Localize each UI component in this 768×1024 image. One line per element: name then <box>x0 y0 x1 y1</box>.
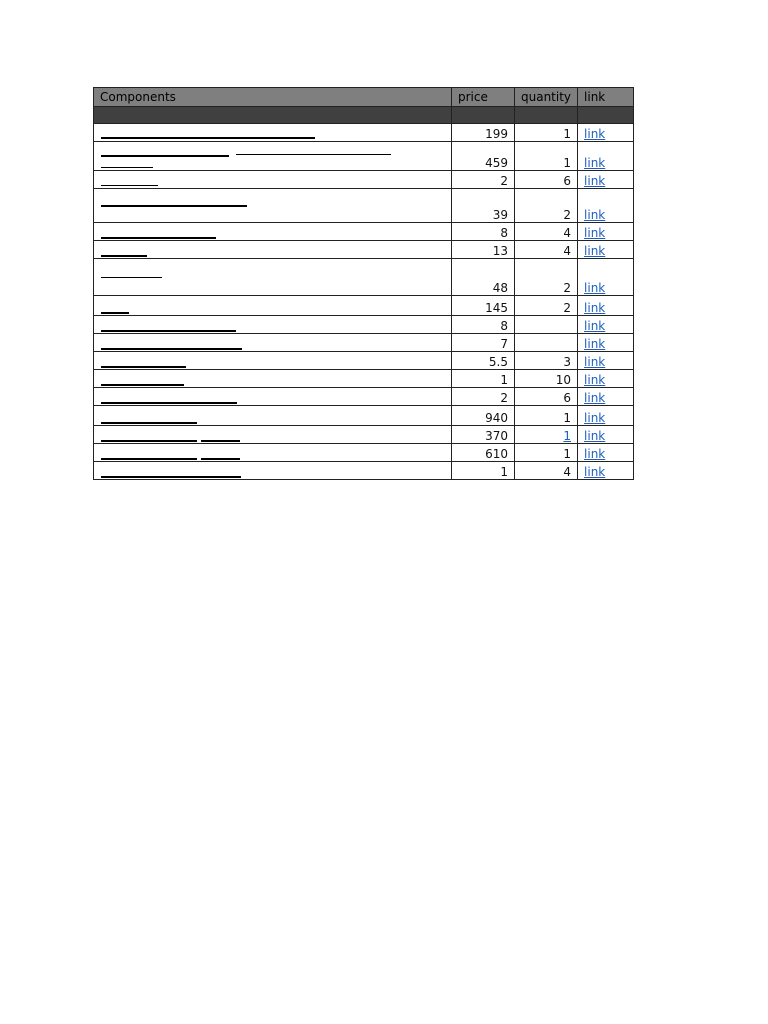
redaction-bar <box>101 205 247 207</box>
component-link[interactable]: link <box>584 208 606 222</box>
component-name-redacted <box>94 334 452 352</box>
table-row <box>94 241 634 259</box>
component-link[interactable]: link <box>584 156 606 170</box>
quantity-cell: 1 <box>515 124 578 142</box>
price-cell: 610 <box>452 444 515 462</box>
redaction-bar <box>101 348 242 350</box>
component-link[interactable]: link <box>584 391 606 405</box>
table-row <box>94 259 634 296</box>
component-name-redacted <box>94 142 452 171</box>
price-cell: 5.5 <box>452 352 515 370</box>
quantity-cell: 2 <box>515 296 578 316</box>
quantity-cell <box>515 426 578 444</box>
redaction-bar <box>101 330 236 332</box>
component-name-redacted <box>94 370 452 388</box>
quantity-cell: 6 <box>515 171 578 189</box>
table-row <box>94 296 634 316</box>
component-name-redacted <box>94 444 452 462</box>
component-link[interactable]: link <box>584 411 606 425</box>
redaction-bar <box>101 237 216 239</box>
table-row <box>94 426 634 444</box>
component-name-redacted <box>94 316 452 334</box>
price-cell: 2 <box>452 388 515 406</box>
component-link[interactable]: link <box>584 174 606 188</box>
component-name-redacted <box>94 223 452 241</box>
component-name-redacted <box>94 388 452 406</box>
component-name-redacted <box>94 259 452 296</box>
component-name-redacted <box>94 189 452 223</box>
quantity-cell: 4 <box>515 223 578 241</box>
component-link[interactable]: link <box>584 244 606 258</box>
component-link[interactable]: link <box>584 373 606 387</box>
component-link[interactable]: link <box>584 319 606 333</box>
component-name-redacted <box>94 406 452 426</box>
quantity-cell: 2 <box>515 259 578 296</box>
price-cell: 39 <box>452 189 515 223</box>
redaction-bar <box>101 185 158 186</box>
section-band-row <box>94 107 634 124</box>
component-name-redacted <box>94 352 452 370</box>
redaction-bar <box>201 458 240 460</box>
table-row <box>94 444 634 462</box>
redaction-bar <box>101 476 241 478</box>
redaction-bar <box>101 422 197 424</box>
price-cell: 145 <box>452 296 515 316</box>
price-cell: 8 <box>452 223 515 241</box>
redaction-bar <box>101 458 197 460</box>
price-cell: 48 <box>452 259 515 296</box>
component-name-redacted <box>94 171 452 189</box>
table-row <box>94 370 634 388</box>
price-cell: 13 <box>452 241 515 259</box>
price-cell: 1 <box>452 462 515 480</box>
component-link[interactable]: link <box>584 226 606 240</box>
component-link[interactable]: link <box>584 281 606 295</box>
redaction-bar <box>101 312 129 314</box>
header-link: link <box>578 88 634 107</box>
table-row <box>94 334 634 352</box>
quantity-cell: 4 <box>515 241 578 259</box>
redaction-bar <box>101 155 229 157</box>
redaction-bar <box>101 384 184 386</box>
quantity-cell: 4 <box>515 462 578 480</box>
component-name-redacted <box>94 124 452 142</box>
table-row <box>94 462 634 480</box>
redaction-bar <box>236 154 391 155</box>
price-cell: 940 <box>452 406 515 426</box>
price-cell: 370 <box>452 426 515 444</box>
price-cell: 8 <box>452 316 515 334</box>
component-name-redacted <box>94 241 452 259</box>
price-cell: 199 <box>452 124 515 142</box>
header-components: Components <box>94 88 452 107</box>
redaction-bar <box>101 137 315 139</box>
header-row <box>94 88 634 107</box>
quantity-cell <box>515 316 578 334</box>
quantity-cell: 6 <box>515 388 578 406</box>
table-row <box>94 388 634 406</box>
component-link[interactable]: link <box>584 447 606 461</box>
table-row <box>94 223 634 241</box>
redaction-bar <box>101 277 162 278</box>
quantity-cell: 1 <box>515 406 578 426</box>
table-row <box>94 316 634 334</box>
component-link[interactable]: link <box>584 355 606 369</box>
quantity-cell: 2 <box>515 189 578 223</box>
redaction-bar <box>101 366 186 368</box>
quantity-cell: 3 <box>515 352 578 370</box>
table-row <box>94 406 634 426</box>
component-link[interactable]: link <box>584 429 606 443</box>
table-row <box>94 352 634 370</box>
header-quantity: quantity <box>515 88 578 107</box>
price-cell: 7 <box>452 334 515 352</box>
redaction-bar <box>101 167 153 168</box>
component-name-redacted <box>94 462 452 480</box>
header-price: price <box>452 88 515 107</box>
price-cell: 2 <box>452 171 515 189</box>
component-link[interactable]: link <box>584 465 606 479</box>
component-link[interactable]: link <box>584 127 606 141</box>
table-row <box>94 124 634 142</box>
table-row <box>94 142 634 171</box>
redaction-bar <box>101 255 147 257</box>
quantity-cell: 1 <box>515 444 578 462</box>
component-link[interactable]: link <box>584 301 606 315</box>
redaction-bar <box>201 440 240 442</box>
component-link[interactable]: link <box>584 337 606 351</box>
table-row <box>94 171 634 189</box>
component-name-redacted <box>94 296 452 316</box>
quantity-link[interactable]: 1 <box>563 429 572 443</box>
table-row <box>94 189 634 223</box>
price-cell: 1 <box>452 370 515 388</box>
quantity-cell <box>515 334 578 352</box>
redaction-bar <box>101 440 197 442</box>
components-table <box>93 87 634 480</box>
quantity-cell: 10 <box>515 370 578 388</box>
price-cell: 459 <box>452 142 515 171</box>
redaction-bar <box>101 402 237 404</box>
quantity-cell: 1 <box>515 142 578 171</box>
component-name-redacted <box>94 426 452 444</box>
